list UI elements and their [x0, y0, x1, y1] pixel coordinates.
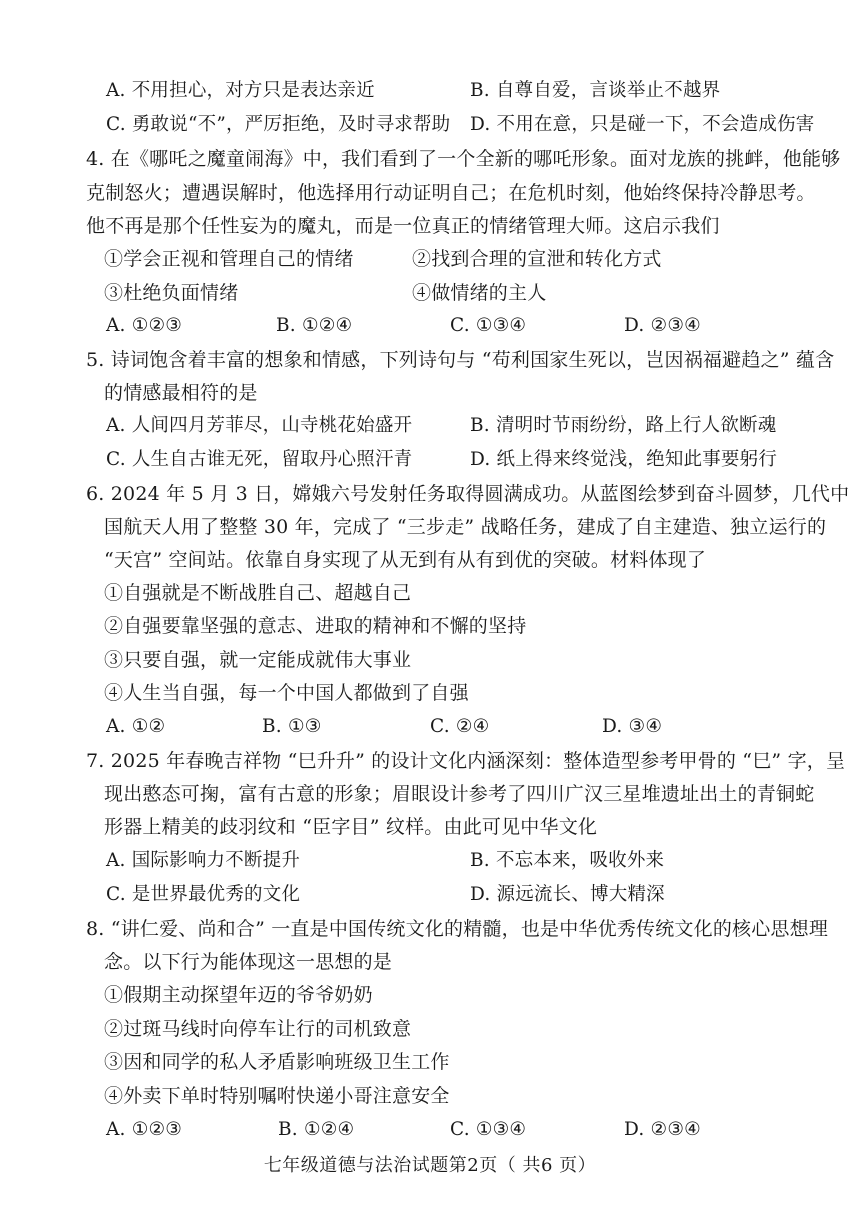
q6-option-a: A. ①②	[106, 716, 166, 737]
q8-option-b: B. ①②④	[278, 1119, 355, 1140]
q3-option-b: B. 自尊自爱，言谈举止不越界	[470, 80, 721, 101]
q7-option-a: A. 国际影响力不断提升	[106, 850, 301, 871]
q6-statement-1: ①自强就是不断战胜自己、超越自己	[104, 582, 412, 604]
q3-option-c: C. 勇敢说“不”，严厉拒绝，及时寻求帮助	[106, 114, 451, 135]
q4-option-d: D. ②③④	[624, 315, 701, 336]
q6-option-c: C. ②④	[430, 716, 490, 737]
q6-stem-line-3: “天宫” 空间站。依靠自身实现了从无到有从有到优的突破。材料体现了	[104, 549, 707, 571]
q5-option-c: C. 人生自古谁无死，留取丹心照汗青	[106, 449, 413, 470]
q7-option-d: D. 源远流长、博大精深	[470, 884, 665, 905]
q6-option-b: B. ①③	[262, 716, 322, 737]
q4-option-a: A. ①②③	[106, 315, 183, 336]
q6-option-d: D. ③④	[602, 716, 663, 737]
q4-stem-line-3: 他不再是那个任性妄为的魔丸，而是一位真正的情绪管理大师。这启示我们	[86, 215, 720, 237]
q7-option-b: B. 不忘本来，吸收外来	[470, 850, 665, 871]
q6-statement-2: ②自强要靠坚强的意志、进取的精神和不懈的坚持	[104, 615, 527, 637]
q8-statement-4: ④外卖下单时特别嘱咐快递小哥注意安全	[104, 1085, 450, 1107]
q7-stem-line-1: 7. 2025 年春晚吉祥物 “巳升升” 的设计文化内涵深刻：整体造型参考甲骨的 “巳” 字，呈	[86, 750, 846, 772]
q4-statement-2: ②找到合理的宣泄和转化方式	[412, 248, 662, 270]
q4-statement-1: ①学会正视和管理自己的情绪	[104, 248, 354, 270]
q4-statement-3: ③杜绝负面情绪	[104, 282, 239, 304]
q4-stem-line-1: 4. 在《哪吒之魔童闹海》中，我们看到了一个全新的哪吒形象。面对龙族的挑衅，他能够	[86, 148, 841, 170]
q4-option-b: B. ①②④	[276, 315, 353, 336]
q7-stem-line-2: 现出憨态可掬，富有古意的形象；眉眼设计参考了四川广汉三星堆遗址出土的青铜蛇	[104, 783, 815, 805]
page-footer: 七年级道德与法治试题第2页（ 共6 页）	[263, 1155, 597, 1176]
q6-stem-line-1: 6. 2024 年 5 月 3 日，嫦娥六号发射任务取得圆满成功。从蓝图绘梦到奋斗圆梦，几代中	[86, 483, 850, 505]
q6-stem-line-2: 国航天人用了整整 30 年，完成了 “三步走” 战略任务，建成了自主建造、独立运行的	[104, 516, 827, 538]
q3-option-d: D. 不用在意，只是碰一下，不会造成伤害	[470, 114, 815, 135]
q5-stem-line-1: 5. 诗词饱含着丰富的想象和情感，下列诗句与 “苟利国家生死以，岂因祸福避趋之” 蕴含	[86, 349, 835, 371]
q8-option-d: D. ②③④	[624, 1119, 701, 1140]
q4-option-c: C. ①③④	[450, 315, 527, 336]
q8-statement-3: ③因和同学的私人矛盾影响班级卫生工作	[104, 1051, 450, 1073]
q4-stem-line-2: 克制怒火；遭遇误解时，他选择用行动证明自己；在危机时刻，他始终保持冷静思考。	[86, 182, 816, 204]
q8-statement-2: ②过斑马线时向停车让行的司机致意	[104, 1018, 412, 1040]
q4-statement-4: ④做情绪的主人	[412, 282, 547, 304]
q6-statement-3: ③只要自强，就一定能成就伟大事业	[104, 649, 412, 671]
q5-stem-line-2: 的情感最相符的是	[104, 382, 258, 404]
q6-statement-4: ④人生当自强，每一个中国人都做到了自强	[104, 682, 469, 704]
q8-option-a: A. ①②③	[106, 1119, 183, 1140]
q5-option-a: A. 人间四月芳菲尽，山寺桃花始盛开	[106, 415, 413, 436]
q7-stem-line-3: 形器上精美的歧羽纹和 “臣字目” 纹样。由此可见中华文化	[104, 816, 598, 838]
q3-option-a: A. 不用担心，对方只是表达亲近	[106, 80, 375, 101]
q7-option-c: C. 是世界最优秀的文化	[106, 884, 301, 905]
q8-statement-1: ①假期主动探望年迈的爷爷奶奶	[104, 984, 373, 1006]
q8-option-c: C. ①③④	[450, 1119, 527, 1140]
q5-option-d: D. 纸上得来终觉浅，绝知此事要躬行	[470, 449, 778, 470]
q5-option-b: B. 清明时节雨纷纷，路上行人欲断魂	[470, 415, 777, 436]
q8-stem-line-1: 8. “讲仁爱、尚和合” 一直是中国传统文化的精髓，也是中华优秀传统文化的核心思想理	[86, 918, 829, 940]
q8-stem-line-2: 念。以下行为能体现这一思想的是	[104, 951, 393, 973]
